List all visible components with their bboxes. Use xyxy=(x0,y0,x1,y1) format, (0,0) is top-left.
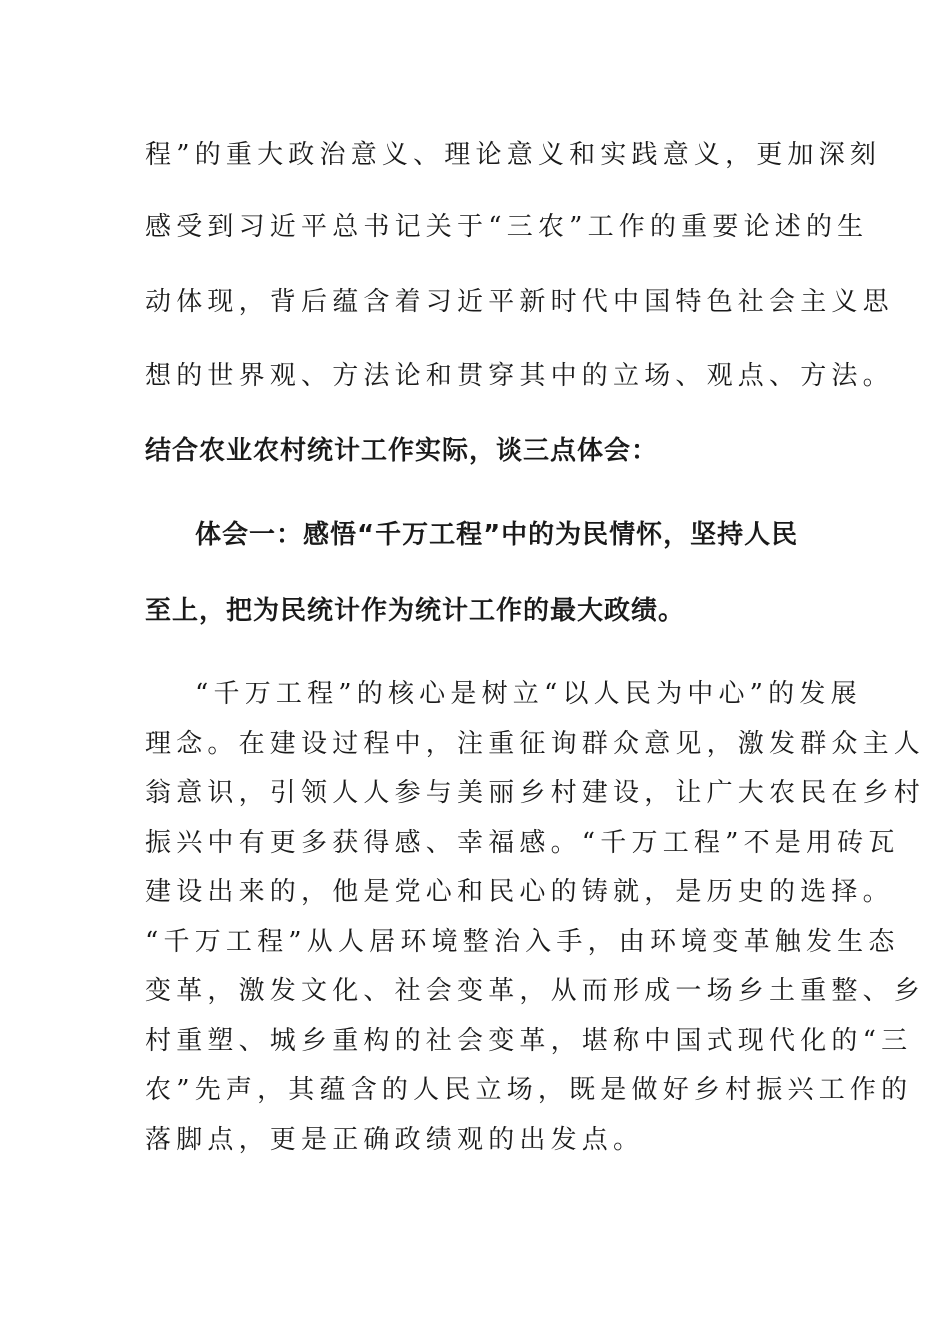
body-line: 落脚点，更是正确政绩观的出发点。 xyxy=(145,1125,645,1155)
body-line: 变革，激发文化、社会变革，从而形成一场乡土重整、乡 xyxy=(145,976,926,1006)
body-line: 建设出来的，他是党心和民心的铸就，是历史的选择。 xyxy=(145,877,894,907)
intro-line: 感受到习近平总书记关于“三农”工作的重要论述的生 xyxy=(145,212,869,242)
body-line: 农”先声，其蕴含的人民立场，既是做好乡村振兴工作的 xyxy=(145,1075,913,1105)
body-line: “千万工程”从人居环境整治入手，由环境变革触发生态 xyxy=(145,927,900,957)
lead-heading: 结合农业农村统计工作实际，谈三点体会： xyxy=(145,436,659,466)
body-line: 理念。在建设过程中，注重征询群众意见，激发群众主人 xyxy=(145,729,926,759)
section-heading-line: 体会一：感悟“千万工程”中的为民情怀，坚持人民 xyxy=(195,520,799,550)
body-line: 翁意识，引领人人参与美丽乡村建设，让广大农民在乡村 xyxy=(145,778,926,808)
intro-line: 动体现，背后蕴含着习近平新时代中国特色社会主义思 xyxy=(145,287,894,317)
body-line: 村重塑、城乡重构的社会变革，堪称中国式现代化的“三 xyxy=(145,1026,913,1056)
intro-line: 想的世界观、方法论和贯穿其中的立场、观点、方法。 xyxy=(145,361,894,391)
intro-line: 程”的重大政治意义、理论意义和实践意义，更加深刻 xyxy=(145,140,882,170)
body-line: “千万工程”的核心是树立“以人民为中心”的发展 xyxy=(195,679,862,709)
section-heading-line: 至上，把为民统计作为统计工作的最大政绩。 xyxy=(145,596,686,626)
body-line: 振兴中有更多获得感、幸福感。“千万工程”不是用砖瓦 xyxy=(145,828,900,858)
